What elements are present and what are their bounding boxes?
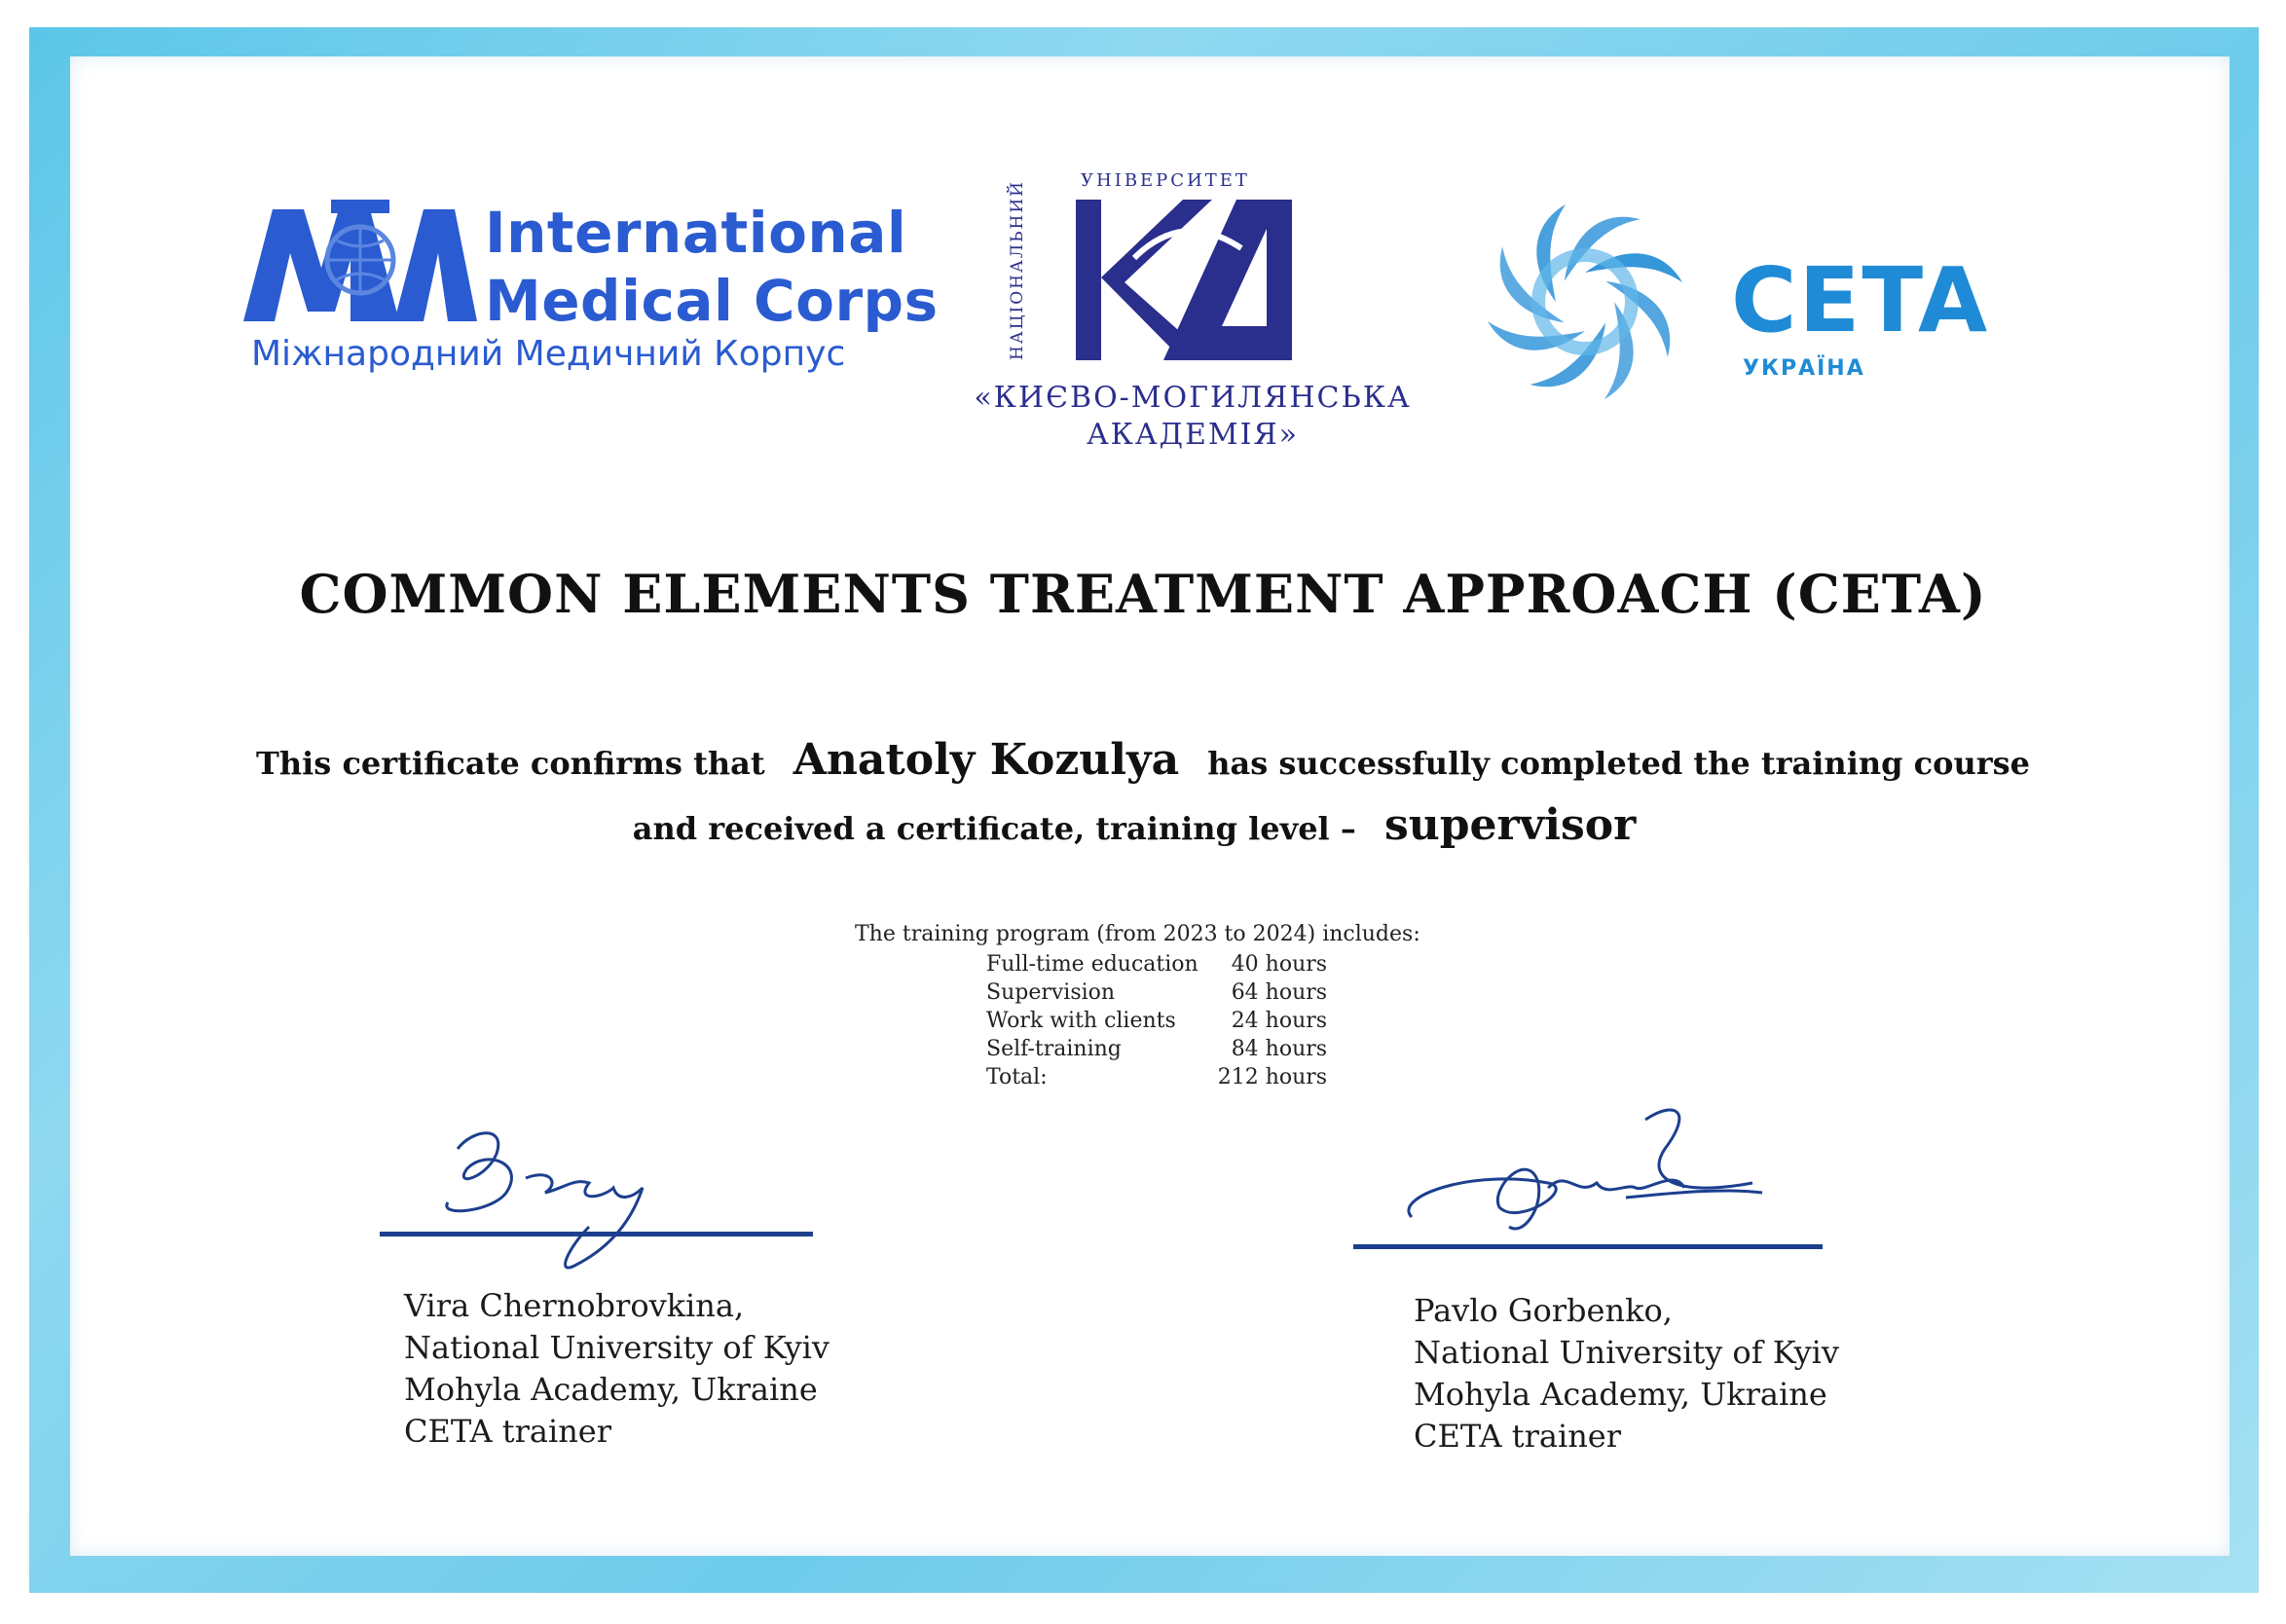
handwritten-signature-icon (380, 1110, 925, 1305)
program-item-hours: 212 hours (1217, 1065, 1328, 1089)
program-item-label: Full-time education (986, 952, 1198, 977)
ceta-country: УКРАЇНА (1743, 356, 1865, 381)
training-program (855, 922, 1478, 1091)
signer-affiliation: National University of Kyiv (404, 1329, 830, 1366)
imc-name-line2: Medical Corps (485, 268, 939, 334)
signer-left (404, 1285, 830, 1453)
program-item-hours: 64 hours (1231, 980, 1328, 1005)
kma-name-line2: АКАДЕМІЯ» (1086, 418, 1300, 452)
signature-line (1353, 1244, 1823, 1249)
confirm-line-1 (0, 735, 2286, 785)
kma-monogram-icon (1076, 200, 1295, 370)
signature-right (1353, 1090, 1899, 1285)
training-level: supervisor (1383, 800, 1637, 850)
program-item-label: Self-training (986, 1037, 1122, 1061)
signature-left (380, 1110, 925, 1305)
signer-affiliation: Mohyla Academy, Ukraine (1414, 1376, 1827, 1413)
imc-logo (243, 190, 939, 385)
signer-role: CETA trainer (404, 1413, 612, 1450)
signature-line (380, 1232, 813, 1236)
confirm-suffix: has successfully completed the training course (1207, 745, 2030, 782)
kma-logo (949, 170, 1436, 462)
program-item-hours: 24 hours (1231, 1009, 1328, 1033)
handwritten-signature-icon (1353, 1090, 1899, 1285)
recipient-name: Anatoly Kozulya (793, 735, 1180, 785)
table-row (986, 1007, 1327, 1035)
imc-name-ukrainian: Міжнародний Медичний Корпус (251, 334, 846, 374)
signer-right (1414, 1290, 1839, 1458)
signer-name: Vira Chernobrovkina, (404, 1287, 745, 1324)
imc-name-line1: International (485, 200, 907, 266)
program-item-label: Total: (986, 1065, 1048, 1089)
table-row (986, 1063, 1327, 1091)
table-row (986, 950, 1327, 978)
signer-name: Pavlo Gorbenko, (1414, 1292, 1673, 1329)
ceta-swirl-icon (1468, 195, 1702, 409)
received-prefix: and received a certificate, training level – (632, 810, 1356, 847)
certificate-title: COMMON ELEMENTS TREATMENT APPROACH (CETA) (299, 563, 1987, 625)
table-row (986, 978, 1327, 1007)
confirm-prefix: This certificate confirms that (256, 745, 765, 782)
ceta-logo (1468, 195, 2013, 419)
program-item-hours: 40 hours (1231, 952, 1328, 977)
kma-name-line1: «КИЄВО-МОГИЛЯНСЬКА (974, 381, 1412, 415)
signer-affiliation: Mohyla Academy, Ukraine (404, 1371, 818, 1408)
program-heading: The training program (from 2023 to 2024) includes: (855, 922, 1420, 946)
kma-university-label: УНІВЕРСИТЕТ (1081, 170, 1250, 191)
program-table (986, 950, 1327, 1091)
kma-national-label: НАЦІОНАЛЬНИЙ (1008, 180, 1027, 360)
program-item-label: Work with clients (986, 1009, 1176, 1033)
signer-role: CETA trainer (1414, 1418, 1622, 1455)
signer-affiliation: National University of Kyiv (1414, 1334, 1839, 1371)
imc-emblem-icon (243, 200, 477, 321)
confirm-line-2 (0, 800, 2286, 850)
table-row (986, 1035, 1327, 1063)
program-item-hours: 84 hours (1231, 1037, 1328, 1061)
program-item-label: Supervision (986, 980, 1116, 1005)
ceta-wordmark: CETA (1731, 248, 1990, 352)
